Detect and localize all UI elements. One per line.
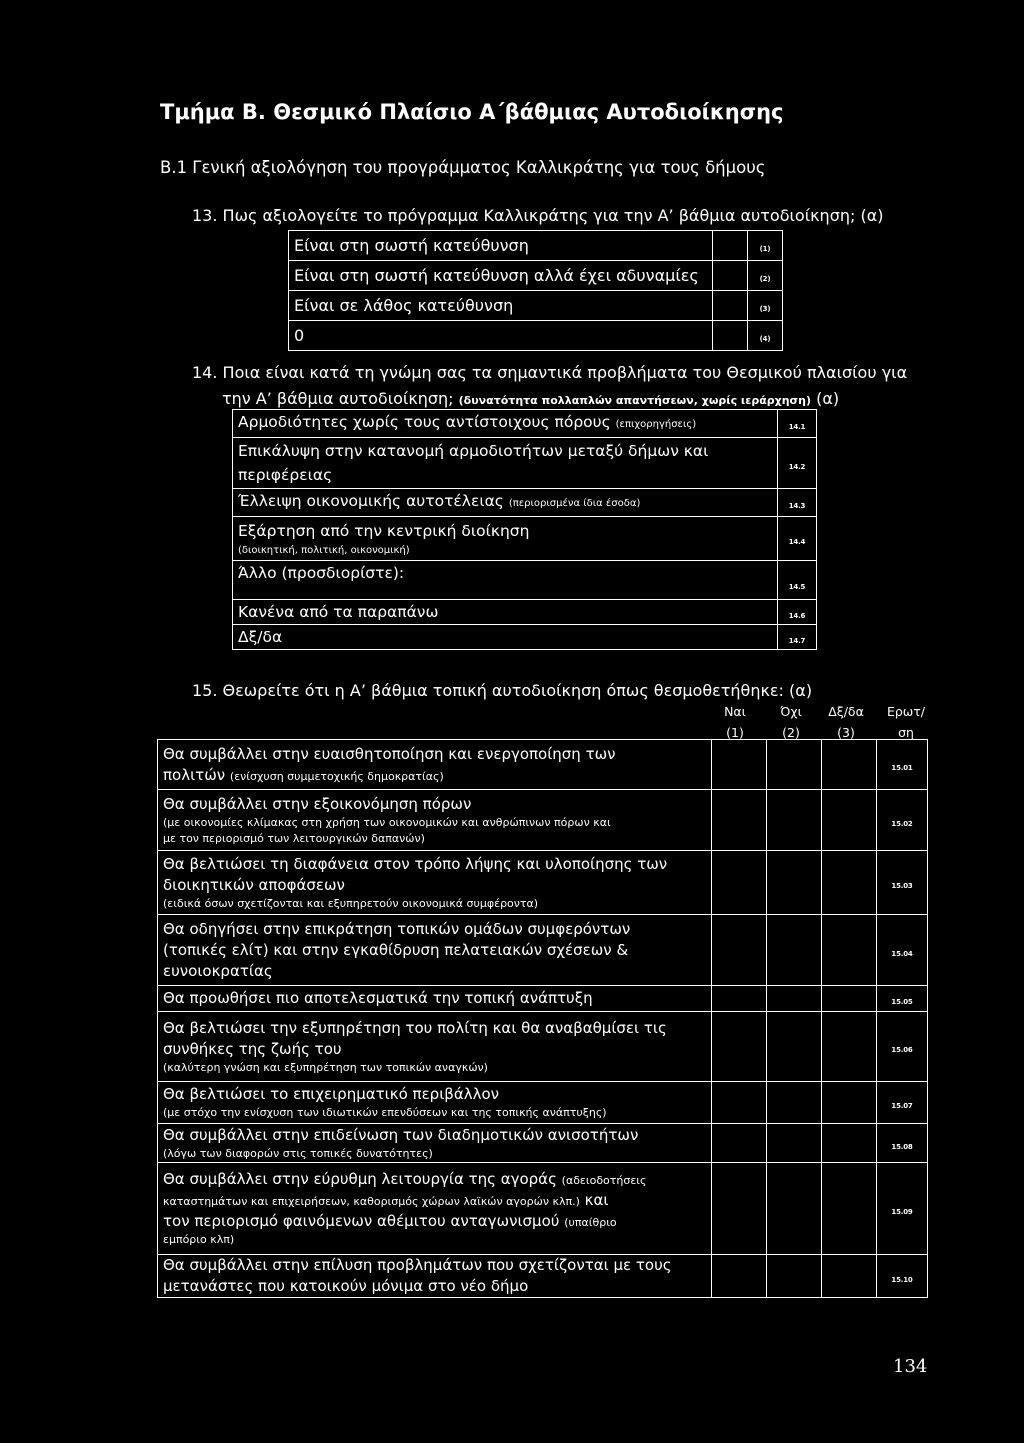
q13-option-row xyxy=(289,261,783,291)
q14-option-row xyxy=(233,561,817,600)
q14-option-note: (περιορισμένα ίδια έσοδα) xyxy=(508,498,641,509)
q14-option-code: 14.6 xyxy=(788,611,806,620)
q13-option-code: (2) xyxy=(759,275,771,283)
q13-option-label: Είναι στη σωστή κατεύθυνση xyxy=(289,231,713,261)
q15-item-note: (λόγω των διαφορών στις τοπικές δυνατότητες) xyxy=(163,1146,433,1160)
q14-option-row xyxy=(233,410,817,438)
q15-answer-dk[interactable] xyxy=(822,1082,877,1124)
q13-answer-box[interactable] xyxy=(713,231,748,261)
q15-answer-dk[interactable] xyxy=(822,740,877,790)
q14-option-label: Άλλο (προσδιορίστε): xyxy=(238,564,405,582)
q14-answer-box[interactable] xyxy=(778,561,817,600)
q14-option-label: Έλλειψη οικονομικής αυτοτέλειας xyxy=(238,492,504,510)
q15-item-label-cont: και xyxy=(584,1191,609,1209)
q14-prompt-tag: (α) xyxy=(816,389,840,408)
q15-item-code: 15.05 xyxy=(891,998,913,1006)
q15-answer-dk[interactable] xyxy=(822,790,877,851)
q14-answer-box[interactable] xyxy=(778,410,817,438)
q15-answer-no[interactable] xyxy=(767,1163,822,1255)
q14-option-code: 14.1 xyxy=(788,423,806,431)
q15-item-code: 15.02 xyxy=(891,819,913,828)
q15-answer-yes[interactable] xyxy=(712,1082,767,1124)
q13-options-table xyxy=(288,230,783,351)
q15-answer-no[interactable] xyxy=(767,790,822,851)
q14-option-label: Επικάλυψη στην κατανομή αρμοδιοτήτων μεταξύ δήμων και xyxy=(238,442,709,460)
q15-answer-yes[interactable] xyxy=(712,1255,767,1298)
q15-item-row xyxy=(158,1124,928,1163)
q14-answer-box[interactable] xyxy=(778,625,817,650)
q15-answer-no[interactable] xyxy=(767,1012,822,1082)
q15-item-note: (ενίσχυση συμμετοχικής δημοκρατίας) xyxy=(229,769,444,783)
q15-item-label-cont: διοικητικών αποφάσεων xyxy=(163,875,345,894)
q15-item-row xyxy=(158,1012,928,1082)
q15-item-note: (καλύτερη γνώση και εξυπηρέτηση των τοπικών αναγκών) xyxy=(163,1060,488,1074)
q14-answer-box[interactable] xyxy=(778,438,817,489)
q15-prompt: 15. Θεωρείτε ότι η Α’ βάθμια τοπική αυτοδιοίκηση όπως θεσμοθετήθηκε: (α) xyxy=(192,681,813,700)
q15-answer-dk[interactable] xyxy=(822,851,877,915)
q15-item-code: 15.08 xyxy=(891,1142,913,1151)
q15-item-note: (ειδικά όσων σχετίζονται και εξυπηρετούν οικονομικά συμφέροντα) xyxy=(163,896,539,910)
section-title: Τμήμα Β. Θεσμικό Πλαίσιο Α΄βάθμιας Αυτοδιοίκησης xyxy=(160,100,784,124)
q15-answer-dk[interactable] xyxy=(822,1012,877,1082)
q14-option-code: 14.4 xyxy=(788,538,806,546)
q15-column-header-code: Ερωτ/ ση xyxy=(886,704,926,740)
q15-item-note: (υπαίθριο xyxy=(564,1216,617,1229)
q13-option-code: (3) xyxy=(759,305,771,313)
q13-option-label: Είναι στη σωστή κατεύθυνση αλλά έχει αδυναμίες xyxy=(289,261,713,291)
q15-item-label: Θα συμβάλλει στην επιδείνωση των διαδημοτικών ανισοτήτων xyxy=(163,1125,639,1144)
q15-column-header-dk: Δξ/δα (3) xyxy=(828,704,864,740)
q15-answer-no[interactable] xyxy=(767,1255,822,1298)
q15-item-code: 15.07 xyxy=(891,1102,913,1110)
q14-option-label: Δξ/δα xyxy=(238,628,283,646)
q13-answer-box[interactable] xyxy=(713,291,748,321)
q15-answer-dk[interactable] xyxy=(822,986,877,1012)
page-number: 134 xyxy=(893,1356,928,1377)
q15-item-note-cont: εμπόριο κλπ) xyxy=(163,1233,235,1246)
q15-item-label: Θα βελτιώσει το επιχειρηματικό περιβάλλον xyxy=(163,1085,500,1103)
q15-answer-no[interactable] xyxy=(767,1082,822,1124)
q15-answer-yes[interactable] xyxy=(712,986,767,1012)
q15-item-row xyxy=(158,1082,928,1124)
subsection-title: Β.1 Γενική αξιολόγηση του προγράμματος Καλλικράτης για τους δήμους xyxy=(160,158,766,177)
q13-answer-box[interactable] xyxy=(713,261,748,291)
q14-option-code: 14.3 xyxy=(788,502,806,510)
q15-answer-yes[interactable] xyxy=(712,915,767,986)
q15-item-label: Θα συμβάλλει στην ευαισθητοποίηση και ενεργοποίηση των xyxy=(163,744,616,763)
q15-item-code: 15.01 xyxy=(891,764,913,772)
q14-option-label: Αρμοδιότητες χωρίς τους αντίστοιχους πόρους xyxy=(238,413,611,431)
q14-prompt-line2: την Α’ βάθμια αυτοδιοίκηση; xyxy=(222,389,454,408)
q14-option-code: 14.5 xyxy=(788,583,806,591)
q13-option-label: 0 xyxy=(289,321,713,351)
q15-answer-no[interactable] xyxy=(767,915,822,986)
q14-option-label: Εξάρτηση από την κεντρική διοίκηση xyxy=(238,521,530,540)
q15-item-code: 15.06 xyxy=(891,1046,913,1054)
q15-item-label-cont: μετανάστες που κατοικούν μόνιμα στο νέο δήμο xyxy=(163,1277,529,1295)
q13-option-code: (1) xyxy=(759,245,771,253)
q15-item-label: Θα συμβάλλει στην εύρυθμη λειτουργία της αγοράς xyxy=(163,1170,557,1188)
q14-option-row xyxy=(233,438,817,489)
q15-answer-no[interactable] xyxy=(767,851,822,915)
q15-item-label: Θα συμβάλλει στην εξοικονόμηση πόρων xyxy=(163,794,472,813)
q15-answer-dk[interactable] xyxy=(822,1255,877,1298)
q15-answer-yes[interactable] xyxy=(712,1124,767,1163)
q15-item-label-cont: συνθήκες της ζωής του xyxy=(163,1039,342,1058)
q14-options-table xyxy=(232,409,817,650)
q15-item-row xyxy=(158,790,928,851)
q15-item-row xyxy=(158,986,928,1012)
q15-answer-yes[interactable] xyxy=(712,740,767,790)
q13-option-row xyxy=(289,291,783,321)
q13-option-row xyxy=(289,321,783,351)
q14-option-label: Κανένα από τα παραπάνω xyxy=(238,603,439,621)
q14-option-note: (επιχορηγήσεις) xyxy=(615,419,697,430)
q15-answer-no[interactable] xyxy=(767,986,822,1012)
q14-option-code: 14.7 xyxy=(788,636,806,645)
q14-option-row xyxy=(233,517,817,561)
q15-items-table xyxy=(157,739,928,1298)
q15-answer-yes[interactable] xyxy=(712,1163,767,1255)
q15-item-row xyxy=(158,1255,928,1298)
q15-column-header-yes: Ναι (1) xyxy=(724,704,746,740)
q15-item-label: Θα οδηγήσει στην επικράτηση τοπικών ομάδων συμφερόντων xyxy=(163,919,631,938)
q13-answer-box[interactable] xyxy=(713,321,748,351)
q13-prompt: 13. Πως αξιολογείτε το πρόγραμμα Καλλικράτης για την Α’ βάθμια αυτοδιοίκηση; (α) xyxy=(192,206,884,225)
q14-option-note: (διοικητική, πολιτική, οικονομική) xyxy=(238,544,410,556)
q15-item-row xyxy=(158,851,928,915)
q13-option-row xyxy=(289,231,783,261)
q15-item-code: 15.04 xyxy=(891,949,913,958)
q14-answer-box[interactable] xyxy=(778,517,817,561)
q15-column-header-no: Όχι (2) xyxy=(780,704,802,740)
q14-prompt-note: (δυνατότητα πολλαπλών απαντήσεων, χωρίς ιεράρχηση) xyxy=(458,394,811,407)
q15-item-row xyxy=(158,740,928,790)
q15-item-label: Θα βελτιώσει τη διαφάνεια στον τρόπο λήψης και υλοποίησης των xyxy=(163,854,668,873)
q14-option-row xyxy=(233,625,817,650)
q15-item-code: 15.09 xyxy=(891,1208,913,1216)
q13-option-label: Είναι σε λάθος κατεύθυνση xyxy=(289,291,713,321)
q15-item-note: (με στόχο την ενίσχυση των ιδιωτικών επενδύσεων και της τοπικής ανάπτυξης) xyxy=(163,1106,607,1119)
q15-answer-yes[interactable] xyxy=(712,851,767,915)
q14-answer-box[interactable] xyxy=(778,600,817,625)
q15-item-label-cont: ευνοιοκρατίας xyxy=(163,961,273,980)
q15-item-note: (αδειοδοτήσεις xyxy=(561,1174,647,1187)
q15-item-label: Θα βελτιώσει την εξυπηρέτηση του πολίτη και θα αναβαθμίσει τις xyxy=(163,1018,667,1037)
q15-item-label: Θα προωθήσει πιο αποτελεσματικά την τοπική ανάπτυξη xyxy=(163,989,593,1007)
q15-answer-dk[interactable] xyxy=(822,915,877,986)
q14-answer-box[interactable] xyxy=(778,489,817,517)
q13-option-code: (4) xyxy=(759,335,771,343)
q15-item-row xyxy=(158,915,928,986)
q15-item-code: 15.10 xyxy=(891,1275,913,1284)
q14-option-label-cont: περιφέρειας xyxy=(238,466,333,484)
q15-answer-dk[interactable] xyxy=(822,1163,877,1255)
q15-item-label-cont: τον περιορισμό φαινόμενων αθέμιτου ανταγωνισμού xyxy=(163,1212,560,1230)
q15-item-note-cont: καταστημάτων και επιχειρήσεων, καθορισμός χώρων λαϊκών αγορών κλπ.) xyxy=(163,1195,580,1208)
q14-option-row xyxy=(233,489,817,517)
q15-item-note-cont: με τον περιορισμό των λειτουργικών δαπανών) xyxy=(163,831,425,845)
q14-prompt-line1: 14. Ποια είναι κατά τη γνώμη σας τα σημαντικά προβλήματα του Θεσμικού πλαισίου για xyxy=(192,363,908,382)
q15-answer-yes[interactable] xyxy=(712,1012,767,1082)
q15-item-label-cont: (τοπικές ελίτ) και στην εγκαθίδρυση πελατειακών σχέσεων & xyxy=(163,940,629,959)
q15-answer-no[interactable] xyxy=(767,1124,822,1163)
q15-item-label: Θα συμβάλλει στην επίλυση προβλημάτων που σχετίζονται με τους xyxy=(163,1256,672,1274)
q15-item-note: (με οικονομίες κλίμακας στη χρήση των οικονομικών και ανθρώπινων πόρων και xyxy=(163,815,611,829)
q15-answer-no[interactable] xyxy=(767,740,822,790)
q15-item-code: 15.03 xyxy=(891,882,913,890)
q14-option-row xyxy=(233,600,817,625)
q15-item-label-cont: πολιτών xyxy=(163,765,226,784)
q15-item-row xyxy=(158,1163,928,1255)
q15-answer-dk[interactable] xyxy=(822,1124,877,1163)
q15-answer-yes[interactable] xyxy=(712,790,767,851)
q14-option-code: 14.2 xyxy=(788,462,806,471)
